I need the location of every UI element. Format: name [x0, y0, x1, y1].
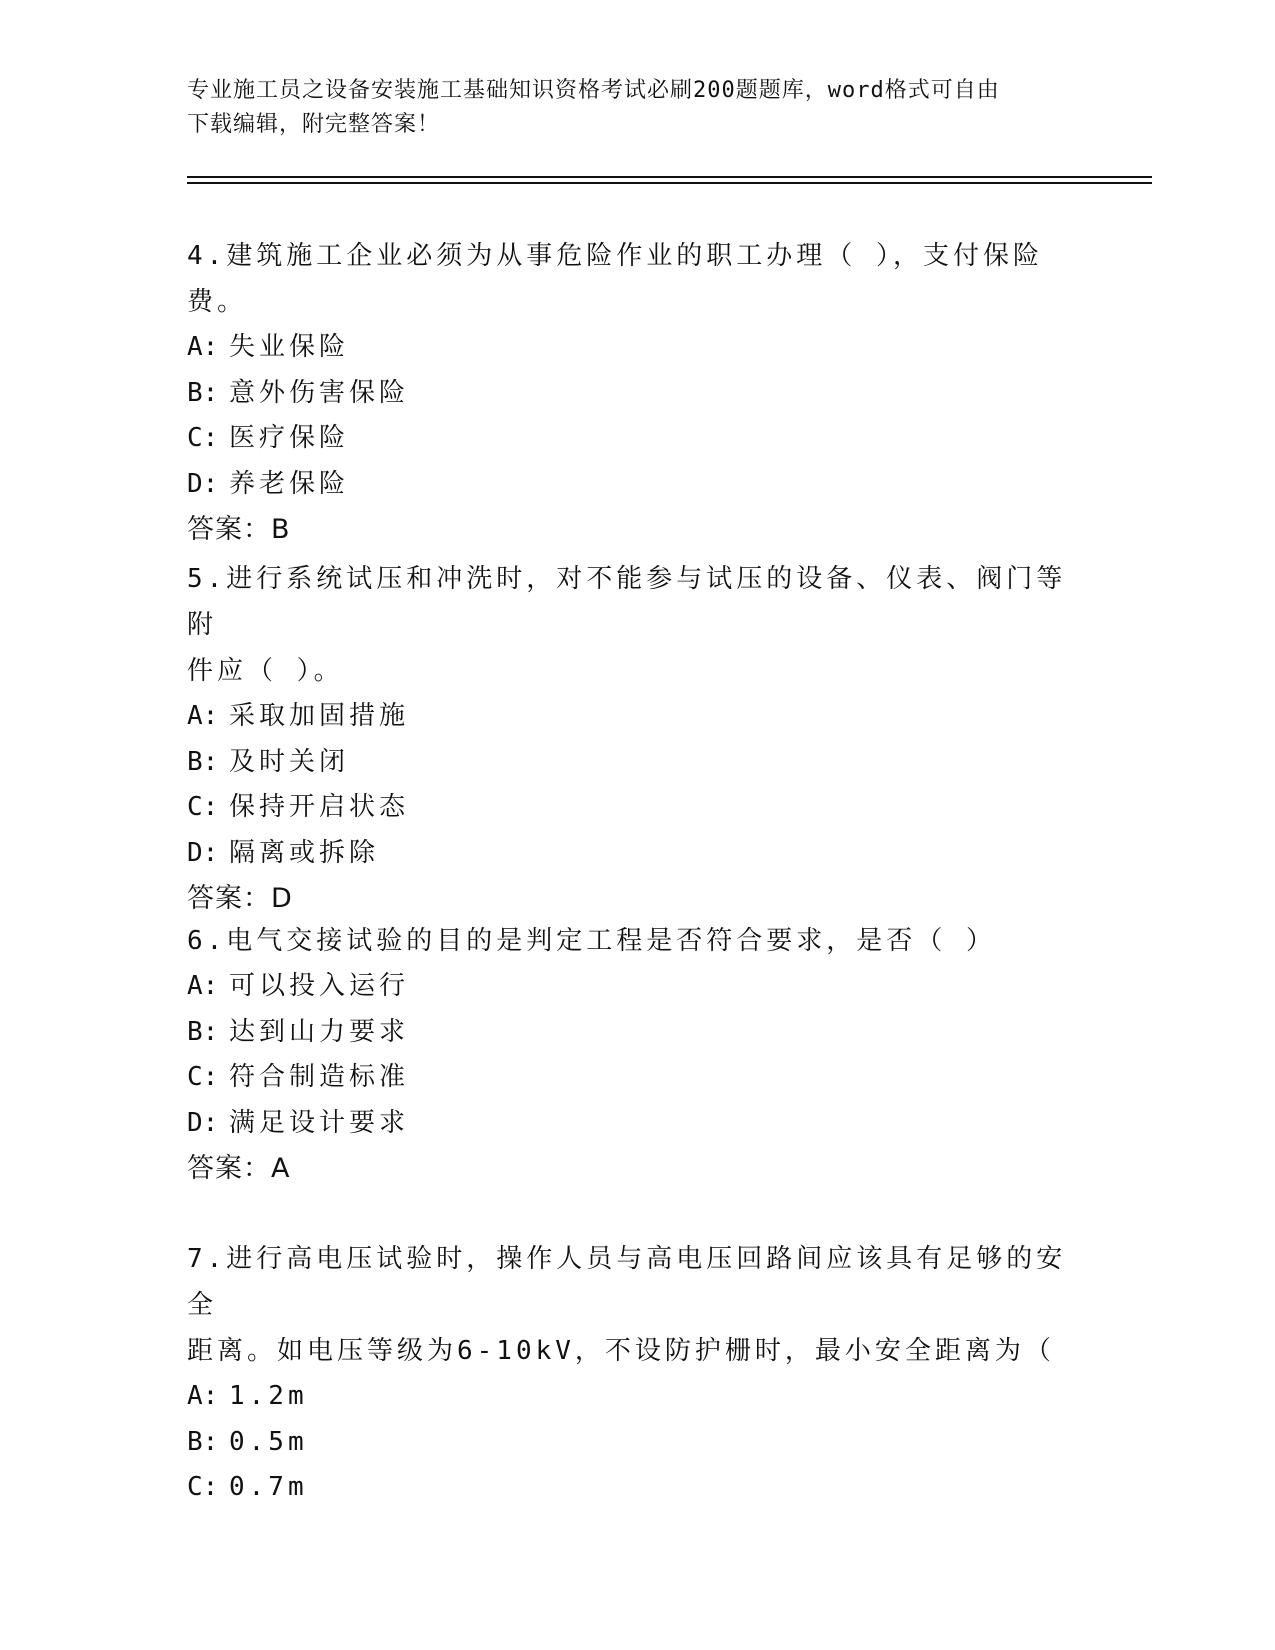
option-b: [187, 740, 1087, 786]
option-key: C:: [187, 1062, 219, 1092]
document-header: [187, 74, 1067, 142]
option-key: A:: [187, 701, 219, 731]
option-a: [187, 1374, 1087, 1420]
option-d: [187, 1101, 1087, 1147]
option-text: 符合制造标准: [229, 1062, 410, 1092]
option-key: A:: [187, 1381, 219, 1411]
option-text: 及时关闭: [229, 746, 350, 777]
option-key: B:: [187, 377, 219, 408]
option-b: [187, 1010, 1087, 1056]
question-text-line-2: 件应（ ）。: [187, 656, 344, 686]
option-text: 达到山力要求: [229, 1016, 410, 1047]
option-text: 意外伤害保险: [229, 377, 410, 408]
option-key: B:: [187, 1426, 219, 1457]
option-key: C:: [187, 423, 219, 453]
option-key: B:: [187, 1016, 219, 1047]
option-text: 保持开启状态: [229, 792, 410, 822]
question-text-line-1: 5.进行系统试压和冲洗时，对不能参与试压的设备、仪表、阀门等附: [187, 564, 1067, 640]
option-b: [187, 1420, 1087, 1466]
option-key: C:: [187, 792, 219, 822]
option-d: [187, 831, 1087, 877]
option-a: [187, 325, 1087, 371]
option-c: [187, 1465, 1087, 1511]
option-c: [187, 1055, 1087, 1101]
option-a: [187, 694, 1087, 740]
question-text-line-1: 7.进行高电压试验时，操作人员与高电压回路间应该具有足够的安全: [187, 1244, 1067, 1320]
option-key: D:: [187, 837, 219, 868]
header-rule-bottom: [187, 182, 1152, 184]
header-rule-top: [187, 176, 1152, 178]
answer: 答案：D: [187, 883, 293, 914]
option-text: 可以投入运行: [229, 971, 410, 1001]
option-c: [187, 785, 1087, 831]
option-key: C:: [187, 1472, 219, 1502]
question-6: [187, 918, 1087, 1192]
option-text: 1.2m: [229, 1381, 308, 1411]
question-text: 4.建筑施工企业必须为从事危险作业的职工办理（ ），支付保险费。: [187, 241, 1043, 317]
option-key: A:: [187, 971, 219, 1001]
option-c: [187, 416, 1087, 462]
option-key: D:: [187, 1107, 219, 1138]
option-text: 0.7m: [229, 1472, 308, 1502]
option-text: 养老保险: [229, 468, 350, 499]
header-line-2: 下载编辑，附完整答案！: [187, 112, 441, 137]
option-b: [187, 371, 1087, 417]
option-key: A:: [187, 332, 219, 362]
question-text-line-2: 距离。如电压等级为6-10kV，不设防护栅时，最小安全距离为（: [187, 1336, 1055, 1366]
header-line-1: 专业施工员之设备安装施工基础知识资格考试必刷200题题库，word格式可自由: [187, 78, 1000, 103]
option-text: 失业保险: [229, 332, 350, 362]
option-text: 隔离或拆除: [229, 837, 380, 868]
question-4: [187, 233, 1087, 553]
option-key: D:: [187, 468, 219, 499]
question-text: 6.电气交接试验的目的是判定工程是否符合要求，是否（ ）: [187, 926, 996, 956]
option-text: 0.5m: [229, 1426, 308, 1457]
question-5: [187, 556, 1087, 922]
option-text: 医疗保险: [229, 423, 350, 453]
question-7: [187, 1236, 1087, 1511]
answer: 答案：A: [187, 1153, 291, 1184]
option-key: B:: [187, 746, 219, 777]
option-a: [187, 964, 1087, 1010]
option-text: 采取加固措施: [229, 701, 410, 731]
option-d: [187, 462, 1087, 508]
option-text: 满足设计要求: [229, 1107, 410, 1138]
answer: 答案：B: [187, 514, 291, 545]
